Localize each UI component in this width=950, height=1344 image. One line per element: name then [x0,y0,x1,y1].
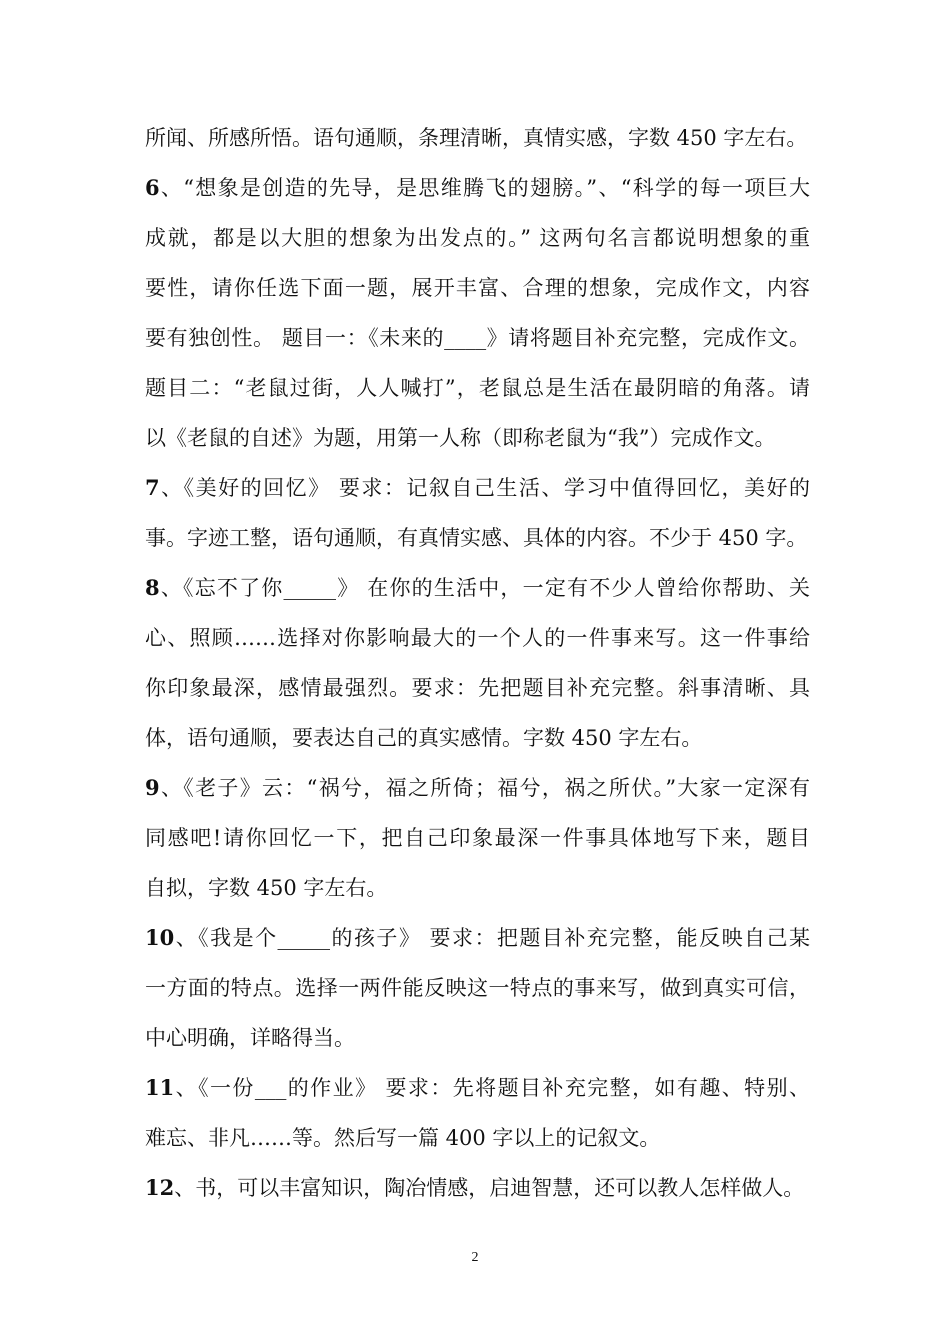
text-line: 8、《忘不了你_____》 在你的生活中，一定有不少人曾给你帮助、关 [145,575,810,600]
text-line: 成就，都是以大胆的想象为出发点的。” 这两句名言都说明想象的重 [145,226,810,250]
text-line: 要有独创性。 题目一：《未来的____》请将题目补充完整，完成作文。 [145,326,810,350]
text-line: 难忘、非凡……等。然后写一篇 400 字以上的记叙文。 [145,1126,661,1150]
text-line: 要性，请你任选下面一题，展开丰富、合理的想象，完成作文，内容 [145,276,810,300]
text-line: 同感吧!请你回忆一下，把自己印象最深一件事具体地写下来，题目 [145,826,810,850]
body-text [145,113,810,1213]
text-line: 12、书，可以丰富知识，陶冶情感，启迪智慧，还可以教人怎样做人。 [145,1175,805,1200]
text-line: 以《老鼠的自述》为题，用第一人称（即称老鼠为“我”）完成作文。 [145,426,776,450]
text-line: 题目二：“老鼠过街，人人喊打”，老鼠总是生活在最阴暗的角落。请 [145,376,810,400]
text-line: 自拟，字数 450 字左右。 [145,876,388,900]
text-line: 11、《一份___的作业》 要求：先将题目补充完整，如有趣、特别、 [145,1075,810,1100]
text-line: 所闻、所感所悟。语句通顺，条理清晰，真情实感，字数 450 字左右。 [145,126,808,150]
text-line: 中心明确，详略得当。 [145,1026,355,1050]
text-line: 10、《我是个_____的孩子》 要求：把题目补充完整，能反映自己某 [145,925,810,950]
text-line: 心、照顾……选择对你影响最大的一个人的一件事来写。这一件事给 [145,626,810,650]
text-line: 6、“想象是创造的先导，是思维腾飞的翅膀。”、“科学的每一项巨大 [145,175,810,200]
page-number: 2 [471,1250,479,1265]
text-line: 一方面的特点。选择一两件能反映这一特点的事来写，做到真实可信， [145,976,810,1000]
text-line: 9、《老子》云：“祸兮，福之所倚；福兮，祸之所伏。”大家一定深有 [145,775,810,800]
text-line: 你印象最深，感情最强烈。要求：先把题目补充完整。斜事清晰、具 [145,676,810,700]
text-line: 事。字迹工整，语句通顺，有真情实感、具体的内容。不少于 450 字。 [145,526,808,550]
text-line: 7、《美好的回忆》 要求：记叙自己生活、学习中值得回忆，美好的 [145,475,810,500]
text-line: 体，语句通顺，要表达自己的真实感情。字数 450 字左右。 [145,726,703,750]
